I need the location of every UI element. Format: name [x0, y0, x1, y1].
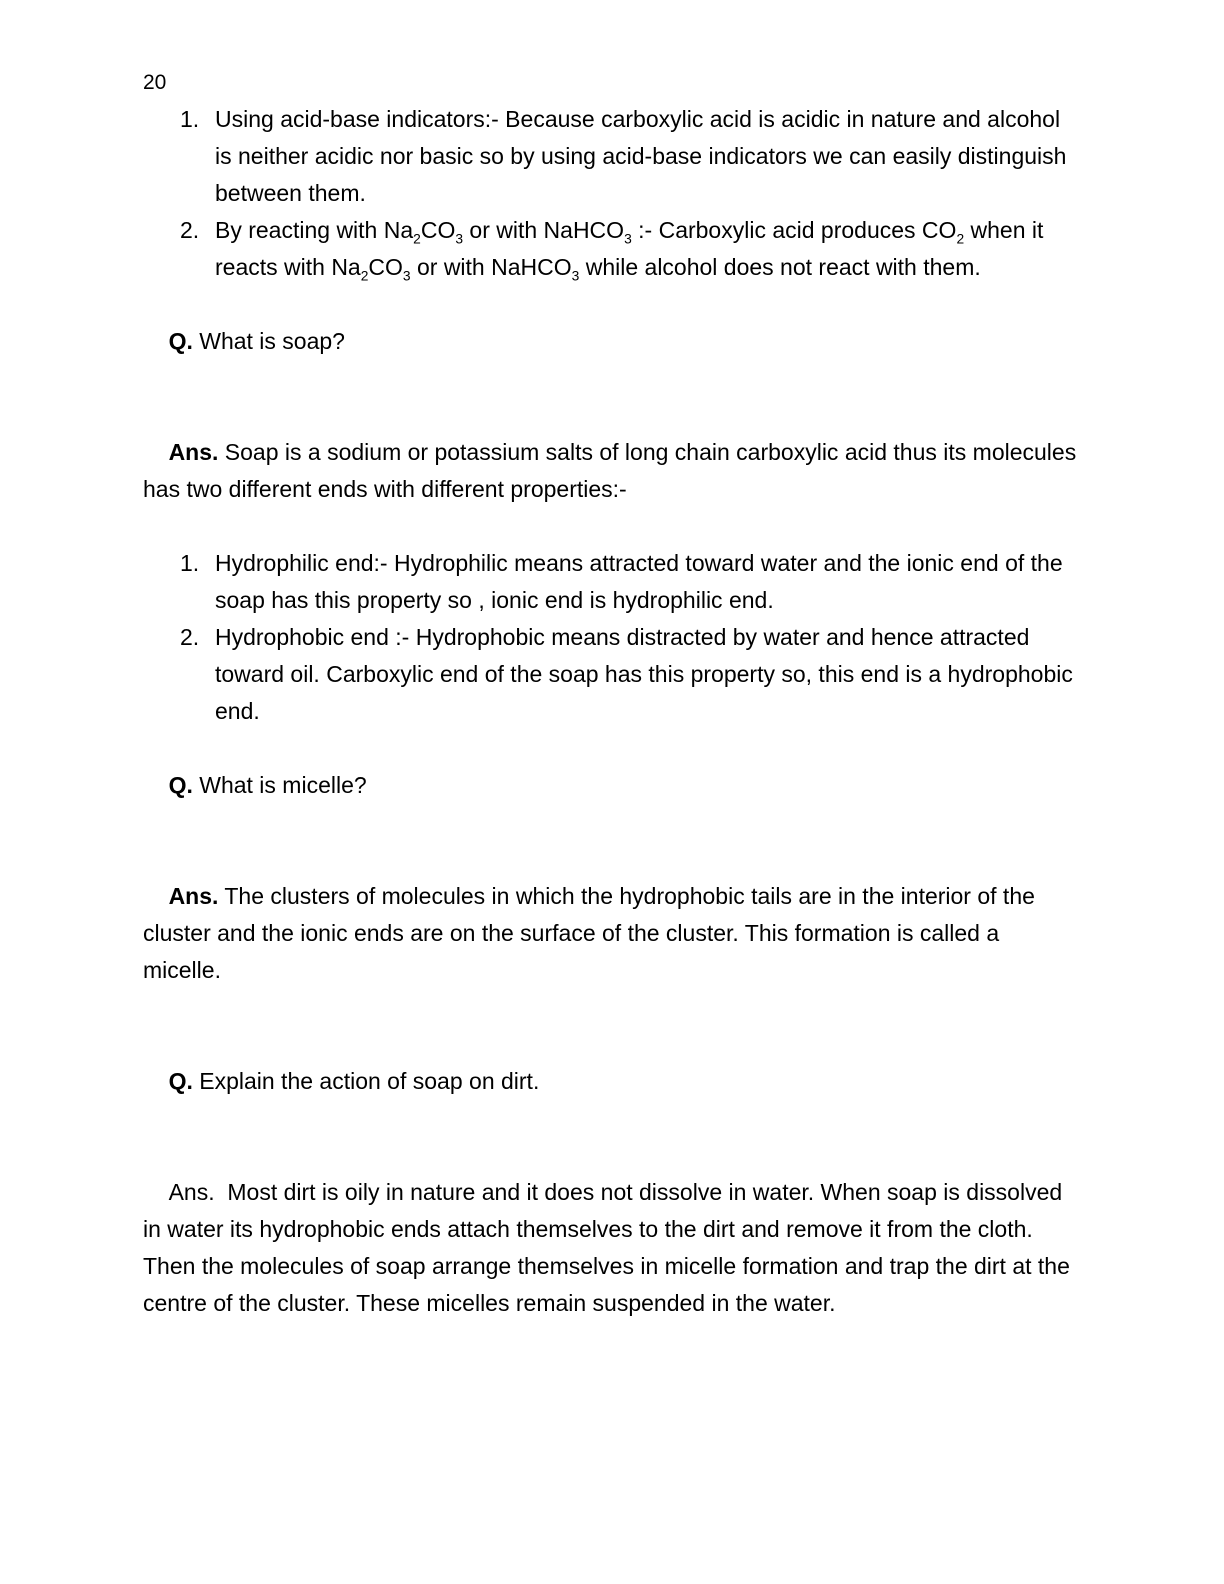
list-item [180, 545, 1078, 619]
answer-label: Ans. [168, 883, 219, 909]
subscript: 2 [413, 231, 421, 247]
list-item [180, 619, 1078, 730]
question-label: Q. [168, 1068, 193, 1094]
question-what-is-micelle [143, 730, 1078, 841]
answer-text: The clusters of molecules in which the hydrophobic tails are in the interior of the cluster and the ionic ends are on the surface of the cluster. This formation is called a micelle. [143, 883, 1042, 983]
answer-what-is-soap [143, 397, 1083, 545]
list-item-number: 1. [180, 550, 200, 576]
answer-label: Ans. [168, 439, 219, 465]
list-item-number: 2. [180, 624, 200, 650]
subscript: 2 [360, 268, 369, 284]
acid-alcohol-distinguish-list [143, 101, 1078, 286]
subscript: 2 [956, 231, 965, 247]
question-what-is-soap [143, 286, 1078, 397]
list-item [180, 101, 1078, 212]
page-number: 20 [143, 71, 167, 94]
question-label: Q. [168, 328, 193, 354]
list-item [180, 212, 1078, 286]
answer-text: Soap is a sodium or potassium salts of long chain carboxylic acid thus its molecules has two different ends with different properties:- [143, 439, 1083, 502]
list-item-text: Using acid-base indicators:- Because carboxylic acid is acidic in nature and alcohol is neither acidic nor basic so by using acid-base indicators we can easily distinguish between them. [215, 106, 1073, 206]
list-item-text: Hydrophobic end :- Hydrophobic means distracted by water and hence attracted toward oil. Carboxylic end of the soap has this property so, this end is a hydrophobic end. [215, 624, 1080, 724]
subscript: 3 [402, 268, 411, 284]
list-item-number: 2. [180, 217, 200, 243]
question-soap-action-on-dirt [143, 1026, 1078, 1137]
list-item-number: 1. [180, 106, 200, 132]
question-label: Q. [168, 772, 193, 798]
subscript: 3 [571, 268, 580, 284]
question-text: What is micelle? [192, 772, 367, 798]
subscript: 3 [624, 231, 632, 247]
question-text: What is soap? [192, 328, 345, 354]
question-text: Explain the action of soap on dirt. [192, 1068, 540, 1094]
soap-ends-list [143, 545, 1078, 730]
answer-soap-action-on-dirt [143, 1137, 1078, 1359]
list-item-text: Hydrophilic end:- Hydrophilic means attracted toward water and the ionic end of the soap has this property so , ionic end is hydrophilic end. [215, 550, 1070, 613]
answer-what-is-micelle [143, 841, 1078, 1026]
subscript: 3 [455, 231, 464, 247]
answer-text: Ans. Most dirt is oily in nature and it does not dissolve in water. When soap is dissolved in water its hydrophobic ends attach themselves to the dirt and remove it from the cloth. Then the molecules of soap arrange themselves in micelle formation and trap the dirt at the centre of the cluster. These micelles remain suspended in the water. [143, 1179, 1077, 1316]
list-item-text: By reacting with $Na_2CO_3$ or with NaHCO$_3$ :- Carboxylic acid produces $CO_2$ when it reacts with $Na_2CO_3$ or with NaHCO$_3$ while alcohol does not react with them. [215, 217, 1050, 284]
